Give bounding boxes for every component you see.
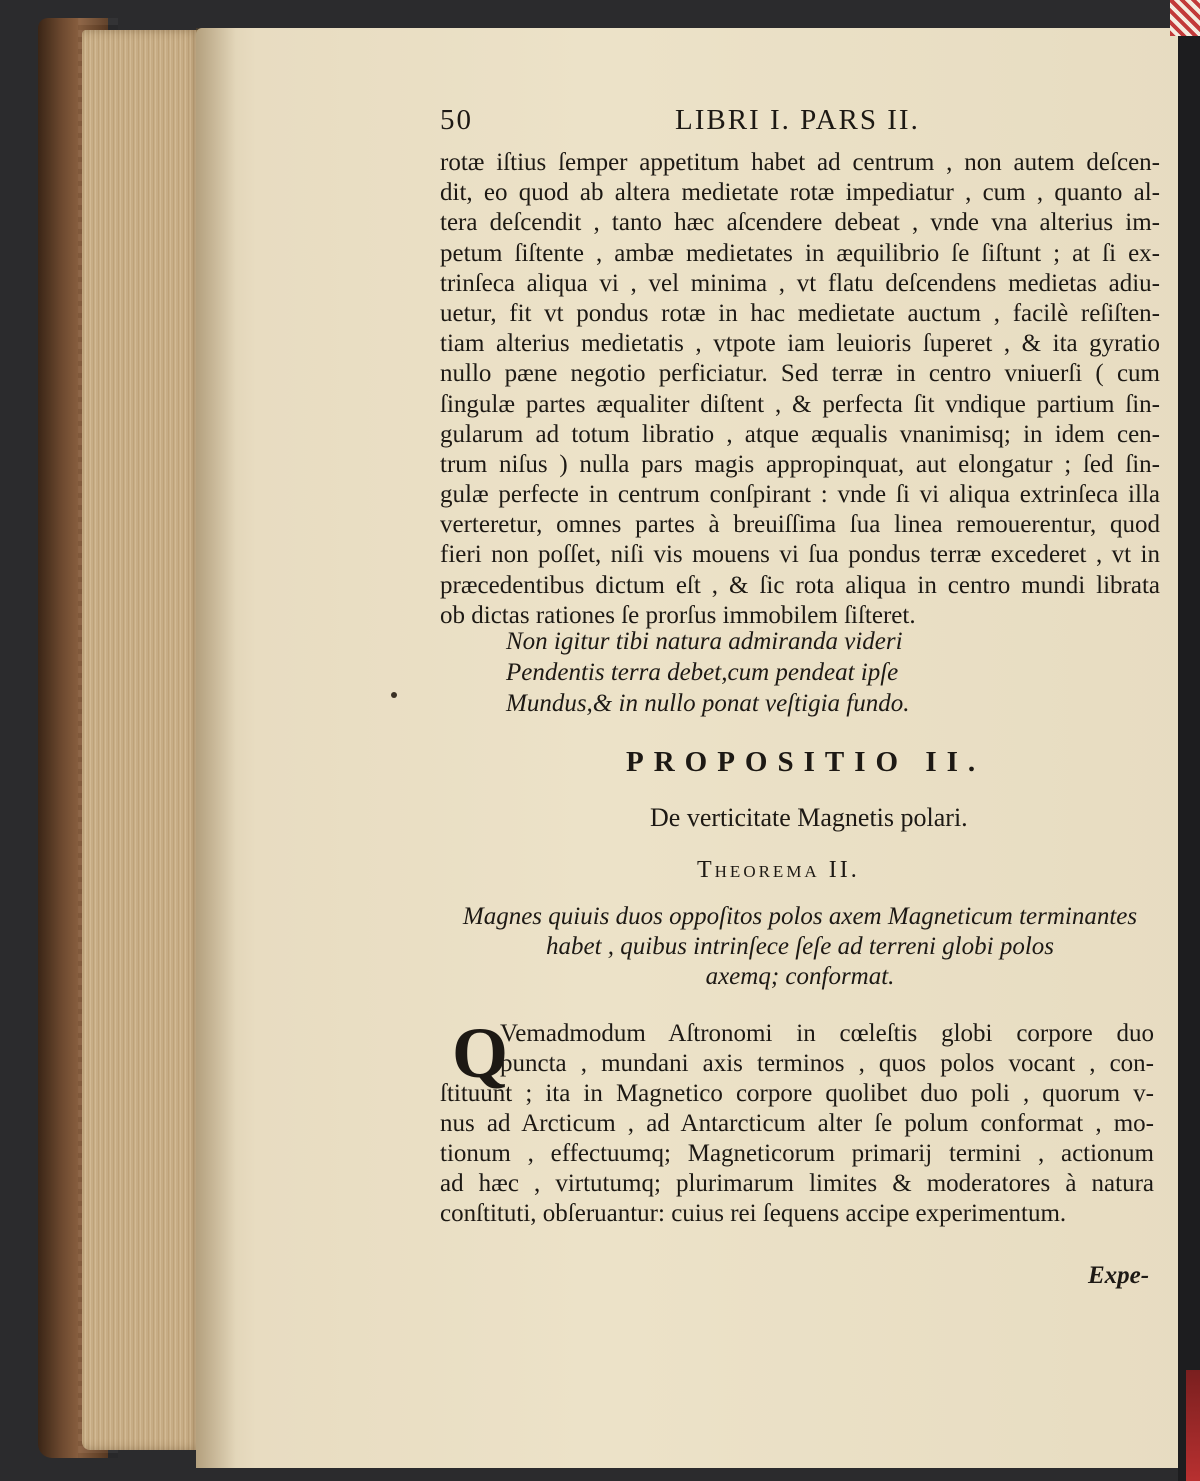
theorem-heading: Theorema II. [697,857,860,883]
gutter-shadow [196,28,236,1468]
drop-cap: Q [452,1013,509,1093]
paragraph-line: ſtituunt ; ita in Magnetico corpore quolibet duo poli , quorum v- [440,1080,1154,1107]
running-head [440,104,970,140]
body-line: dit, eo quod ab altera medietate rotæ impediatur , cum , quanto al- [440,179,1160,207]
page-number: 50 [440,104,473,136]
verse-line: Pendentis terra debet,cum pendeat ipſe [506,659,899,686]
body-line: præcedentibus dictum eſt , & ſic rota aliqua in centro mundi librata [440,571,1160,599]
paragraph-line: conſtituti, obſeruantur: cuius rei ſequens accipe experimentum. [440,1200,1067,1227]
paragraph-line: Vemadmodum Aſtronomi in cœleſtis globi corpore duo [500,1020,1154,1047]
theorem-statement [450,902,1150,992]
body-line: verteretur, omnes partes à breuiſſima ſua linea remouerentur, quod [440,511,1160,539]
body-text [440,148,1160,631]
body-line: trum niſus ) nulla pars magis appropinquat, aut elongatur ; ſed ſin- [440,450,1160,478]
body-line: uetur, fit vt pondus rotæ in hac medietate auctum , facilè reſiſten- [440,299,1160,327]
body-line: ob dictas rationes ſe prorſus immobilem ſiſteret. [440,601,916,629]
right-background [1178,0,1200,1481]
proposition-heading: PROPOSITIO II. [626,746,986,778]
body-line: gulæ perfecte in centrum conſpirant : vnde ſi vi aliqua extrinſeca illa [440,481,1160,509]
proposition-subtitle: De verticitate Magnetis polari. [650,803,968,832]
bookmark-ribbon [1186,1370,1200,1481]
paragraph-line: nus ad Arcticum , ad Antarcticum alter ſe polum conformat , mo- [440,1110,1154,1137]
body-line: tera deſcendit , tanto hæc aſcendere debeat , vnde vna alterius im- [440,209,1160,237]
body-line: nullo pæne negotio perficiatur. Sed terræ in centro vniuerſi ( cum [440,360,1160,388]
corner-ribbon [1170,0,1200,36]
paragraph-line: tionum , effectuumq; Magneticorum primarij termini , actionum [440,1140,1154,1167]
body-line: rotæ iſtius ſemper appetitum habet ad centrum , non autem deſcen- [440,149,1160,176]
statement-line: habet , quibus intrinſece ſeſe ad terreni globi polos [545,933,1055,960]
body-line: fieri non poſſet, niſi vis mouens vi ſua pondus terræ excederet , vt in [440,541,1160,569]
body-line: petum ſiſtente , ambæ medietates in æquilibrio ſe ſiſtunt ; at ſi ex- [440,239,1160,267]
statement-line: Magnes quiuis duos oppoſitos polos axem Magneticum terminantes [462,903,1138,930]
statement-line: axemq; conformat. [705,963,895,990]
body-line: ſingulæ partes æqualiter diſtent , & perfecta ſit vndique partium ſin- [440,390,1160,418]
catchword: Expe- [1088,1262,1150,1289]
body-line: tiam alterius medietatis , vtpote iam leuioris ſuperet , & ita gyratio [440,330,1160,358]
paragraph-line: ad hæc , virtutumq; plurimarum limites & moderatores à natura [440,1170,1154,1197]
verse-line: Mundus,& in nullo ponat veſtigia fundo. [506,690,910,717]
body-line: trinſeca aliqua vi , vel minima , vt flatu deſcendens medietas adiu- [440,269,1160,297]
body-line: gularum ad totum libratio , atque æqualis vnanimisq; in idem cen- [440,420,1160,448]
page-edges [82,30,202,1450]
ink-mark [391,692,397,698]
paragraph [440,1013,1156,1229]
running-title: LIBRI I. PARS II. [675,104,920,136]
verse-quotation [506,626,1106,719]
paragraph-line: puncta , mundani axis terminos , quos polos vocant , con- [500,1050,1154,1077]
verse-line: Non igitur tibi natura admiranda videri [506,628,903,655]
